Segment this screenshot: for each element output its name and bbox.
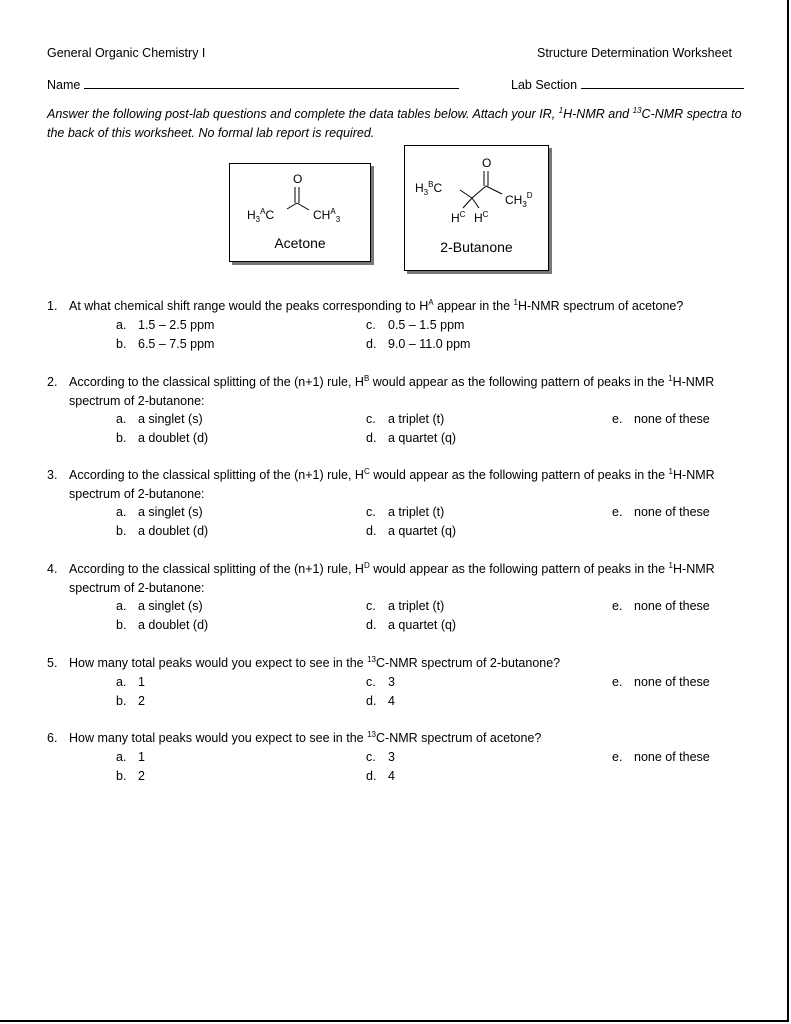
question-1 [47, 297, 737, 357]
question-6 [47, 729, 737, 787]
name-label: Name [47, 78, 81, 92]
option-b[interactable]: b. a doublet (d) [116, 524, 209, 538]
option-d[interactable]: d. a quartet (q) [366, 618, 457, 632]
acetone-structure [230, 164, 370, 234]
question-text: According to the classical splitting of the (n+1) rule, $H^C$ would appear as the following pattern of peaks in the $^1$H-NMR spectrum of 2-butanone: [69, 467, 715, 501]
question-2 [47, 373, 737, 449]
butanone-hc-2: $H^C$ [474, 210, 489, 225]
option-b[interactable]: b. 6.5 – 7.5 ppm [116, 337, 215, 351]
name-field[interactable] [84, 76, 459, 89]
option-a[interactable]: a. a singlet (s) [116, 599, 203, 613]
question-number: 5. [47, 656, 58, 670]
option-d[interactable]: d. a quartet (q) [366, 431, 457, 445]
acetone-oxygen: O [293, 172, 303, 186]
question-number: 4. [47, 562, 58, 576]
option-d[interactable]: d. 4 [366, 694, 395, 708]
option-d[interactable]: d. 4 [366, 769, 395, 783]
butanone-ch-bond-2 [472, 198, 479, 208]
course-title: General Organic Chemistry I [47, 46, 206, 60]
lab-section-label: Lab Section [511, 78, 578, 92]
option-d[interactable]: d. 9.0 – 11.0 ppm [366, 337, 471, 351]
butanone-structure [405, 146, 548, 241]
butanone-hc-1: $H^C$ [451, 210, 466, 225]
option-e[interactable]: e. none of these [612, 750, 710, 764]
option-a[interactable]: a. 1 [116, 750, 145, 764]
question-number: 2. [47, 375, 58, 389]
question-text: How many total peaks would you expect to see in the $^{13}$C-NMR spectrum of acetone? [69, 730, 542, 745]
option-e[interactable]: e. none of these [612, 599, 710, 613]
option-a[interactable]: a. a singlet (s) [116, 505, 203, 519]
butanone-ch-bond-1 [463, 198, 472, 208]
butanone-label: 2-Butanone [440, 239, 513, 255]
butanone-bond-left [460, 190, 472, 198]
question-3 [47, 466, 737, 542]
option-b[interactable]: b. 2 [116, 694, 145, 708]
acetone-structure-box [229, 163, 371, 262]
option-c[interactable]: c. 3 [366, 675, 395, 689]
option-a[interactable]: a. a singlet (s) [116, 412, 203, 426]
option-a[interactable]: a. 1.5 – 2.5 ppm [116, 318, 215, 332]
acetone-label: Acetone [274, 235, 326, 251]
question-4 [47, 560, 737, 636]
lab-section-row [511, 76, 744, 92]
question-number: 3. [47, 468, 58, 482]
worksheet-title: Structure Determination Worksheet [537, 46, 732, 60]
question-number: 1. [47, 299, 58, 313]
option-e[interactable]: e. none of these [612, 675, 710, 689]
question-text: How many total peaks would you expect to see in the $^{13}$C-NMR spectrum of 2-butanone? [69, 655, 561, 670]
butanone-oxygen: O [482, 156, 492, 170]
question-text: According to the classical splitting of the (n+1) rule, $H^D$ would appear as the following pattern of peaks in the $^1$H-NMR spectrum of 2-butanone: [69, 561, 715, 595]
option-e[interactable]: e. none of these [612, 412, 710, 426]
acetone-right-group: $CH^A_3$ [313, 207, 341, 224]
butanone-structure-box [404, 145, 549, 271]
option-c[interactable]: c. a triplet (t) [366, 599, 445, 613]
question-text: At what chemical shift range would the peaks corresponding to $H^A$ appear in the $^1$H-NMR spectrum of acetone? [69, 298, 684, 313]
option-c[interactable]: c. 0.5 – 1.5 ppm [366, 318, 465, 332]
option-b[interactable]: b. a doublet (d) [116, 618, 209, 632]
name-row [47, 76, 459, 92]
option-e[interactable]: e. none of these [612, 505, 710, 519]
acetone-bond-right [297, 203, 309, 210]
option-d[interactable]: d. a quartet (q) [366, 524, 457, 538]
question-number: 6. [47, 731, 58, 745]
option-c[interactable]: c. a triplet (t) [366, 505, 445, 519]
butanone-left-group: $H_3^BC$ [415, 180, 443, 197]
acetone-left-group: $H_3^AC$ [247, 207, 275, 224]
butanone-bond-center [472, 186, 486, 198]
option-b[interactable]: b. a doublet (d) [116, 431, 209, 445]
lab-section-field[interactable] [581, 76, 744, 89]
butanone-right-group: $CH_3^D$ [505, 191, 533, 209]
question-text: According to the classical splitting of the (n+1) rule, $H^B$ would appear as the following pattern of peaks in the $^1$H-NMR spectrum of 2-butanone: [69, 374, 715, 408]
instructions: Answer the following post-lab questions and complete the data tables below. Attach your IR, $^1$H-NMR and $^{13}$C-NMR spectra to the back of this worksheet. No formal lab report is required. [47, 106, 742, 140]
acetone-bond-left [287, 203, 297, 209]
option-c[interactable]: c. 3 [366, 750, 395, 764]
option-a[interactable]: a. 1 [116, 675, 145, 689]
option-b[interactable]: b. 2 [116, 769, 145, 783]
option-c[interactable]: c. a triplet (t) [366, 412, 445, 426]
butanone-bond-right [486, 186, 502, 194]
question-5 [47, 654, 737, 712]
